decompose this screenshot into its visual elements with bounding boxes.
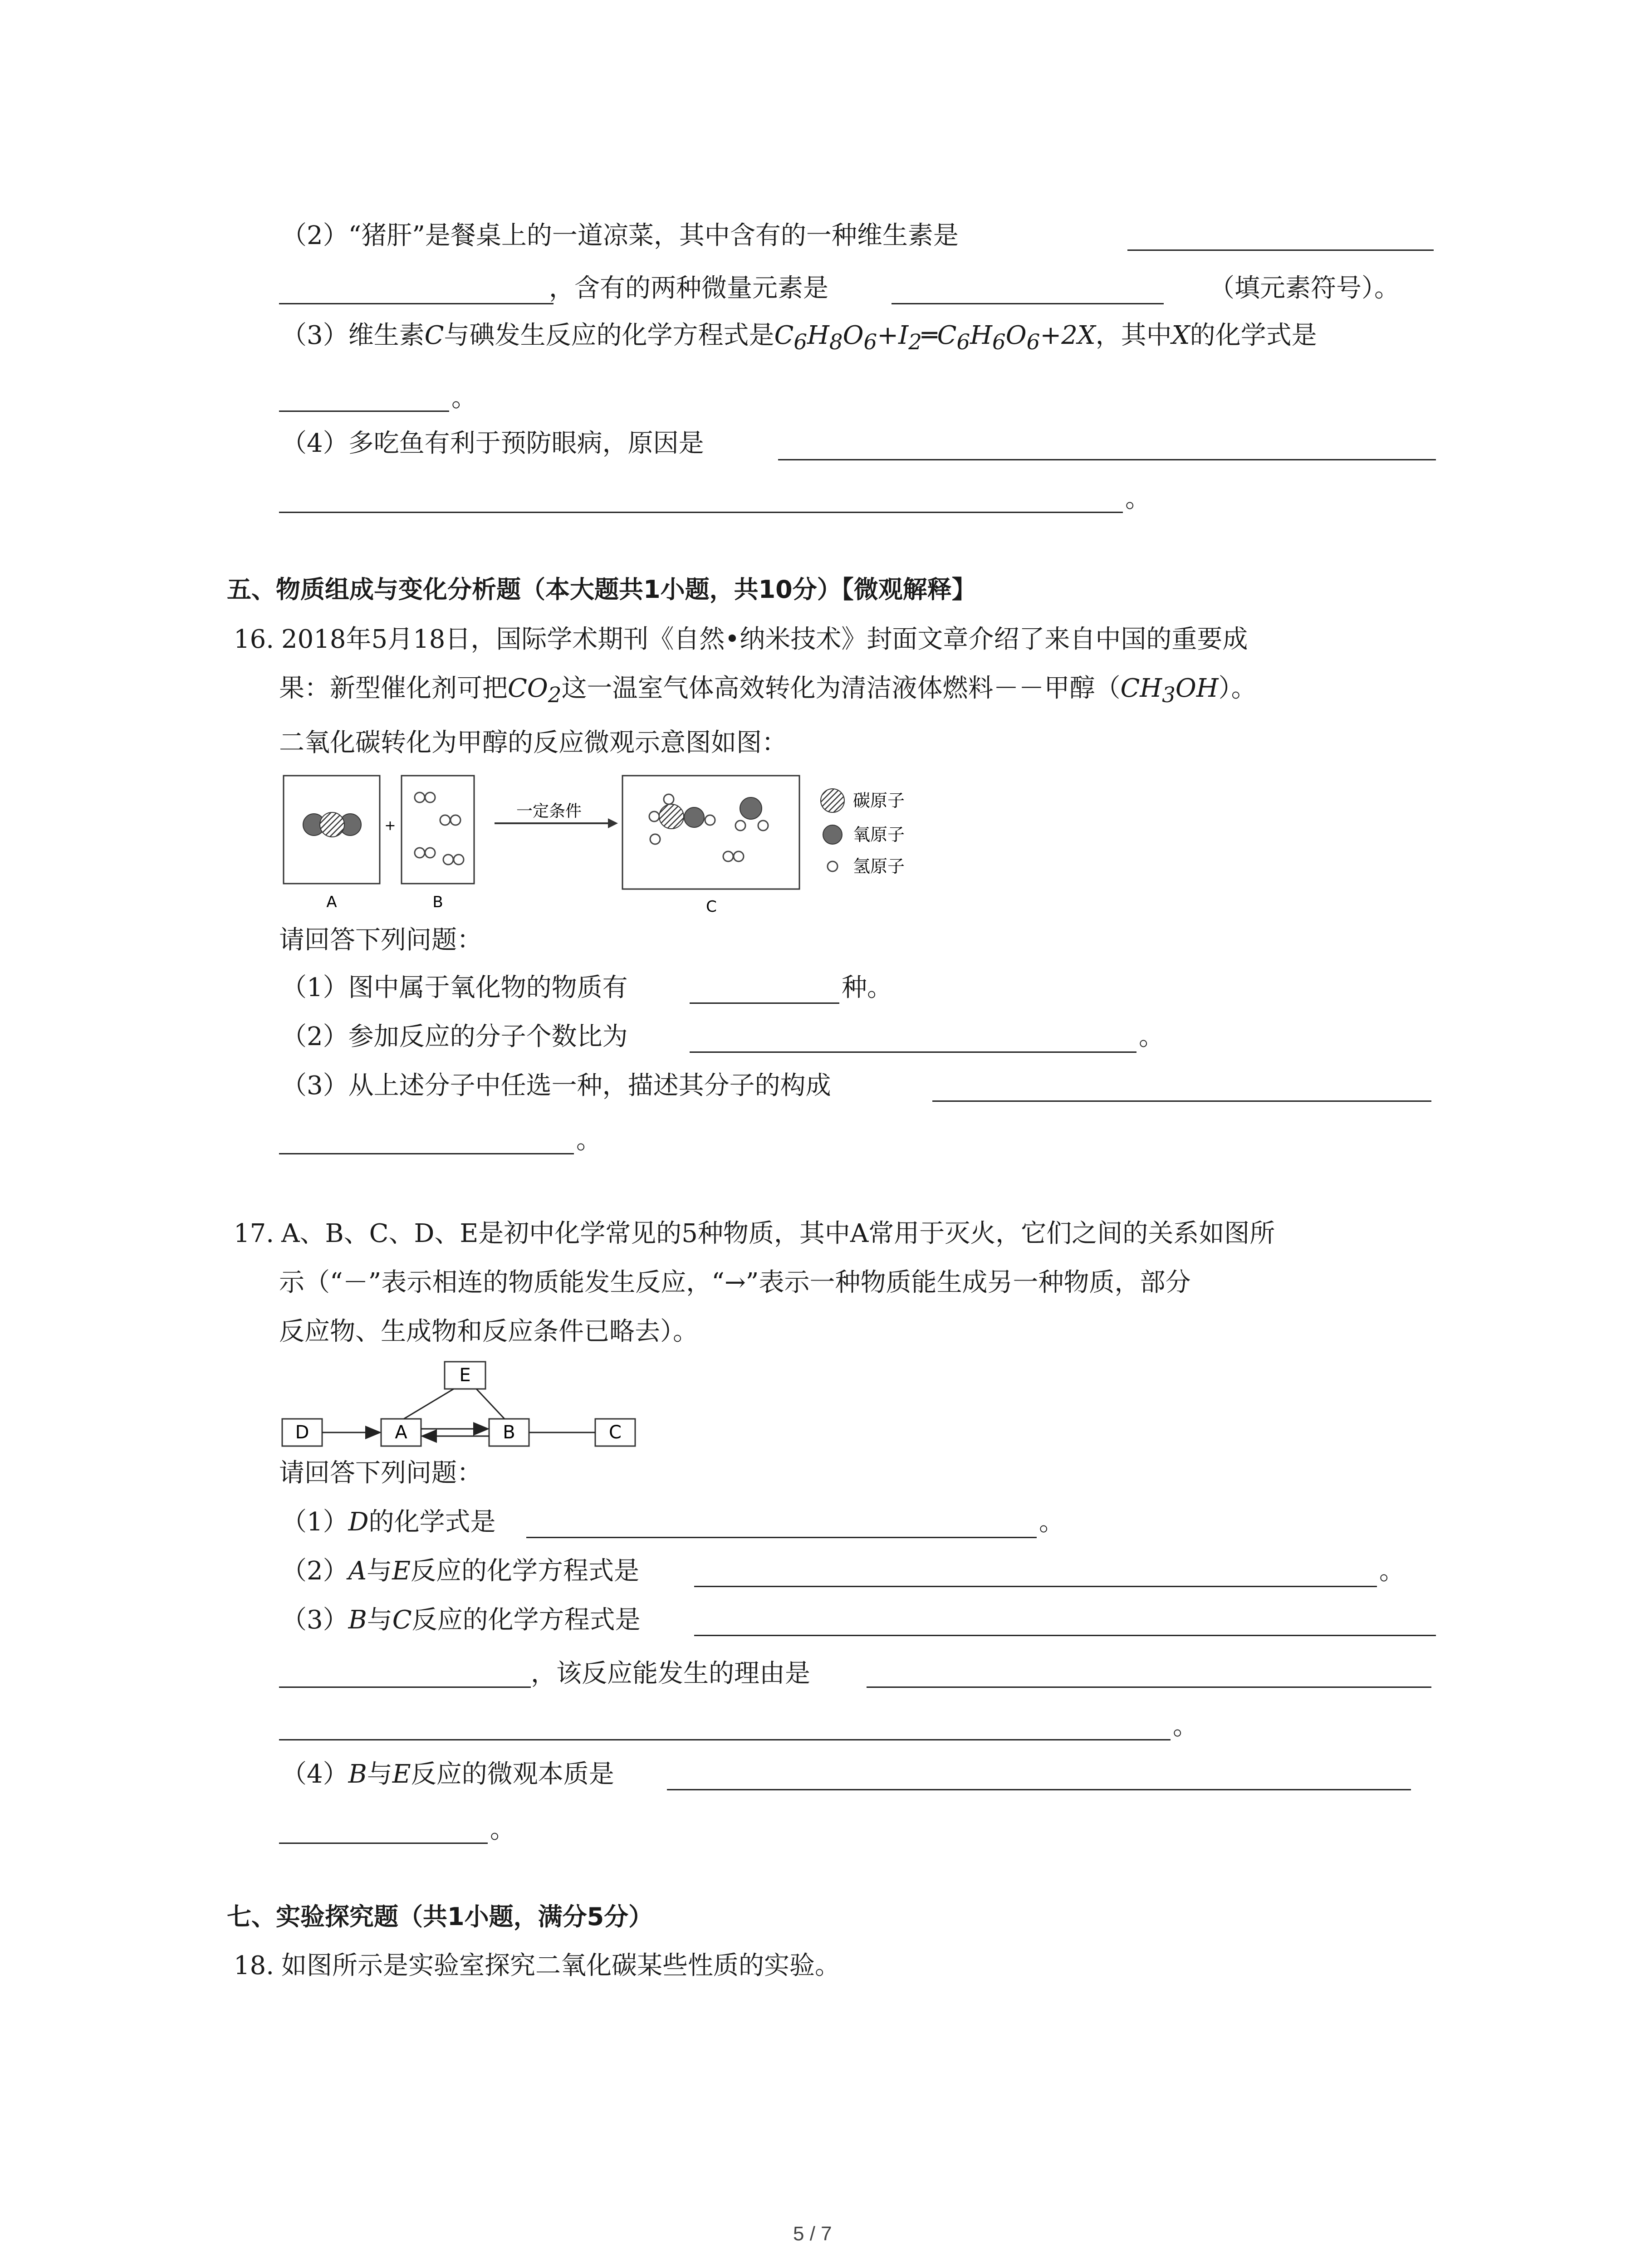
hydrogen-atom (649, 811, 659, 821)
q16-line2: 果：新型催化剂可把$CO_2$这一温室气体高效转化为清洁液体燃料－－甲醇$(CH_3OH)$。 (279, 674, 1257, 708)
q17-sub3: （3）B与C反应的化学方程式是 (281, 1605, 641, 1635)
answer-blank[interactable] (690, 1051, 1136, 1053)
answer-blank[interactable] (694, 1586, 1377, 1587)
hydrogen-atom (758, 821, 768, 831)
q15-part4-end: 。 (1125, 484, 1151, 513)
q17-line1: A、B、C、D、E是初中化学常见的5种物质，其中A常用于灭火，它们之间的关系如图所 (281, 1219, 1275, 1248)
hydrogen-atom (650, 834, 660, 844)
hydrogen-atom (415, 792, 425, 802)
q17-sub2: （2）A与E反应的化学方程式是 (281, 1556, 639, 1586)
answer-blank[interactable] (526, 1537, 1037, 1538)
edge-e-b (476, 1389, 505, 1419)
q16-sub2-end: 。 (1139, 1022, 1164, 1051)
hydrogen-atom (425, 792, 435, 802)
answer-blank[interactable] (279, 512, 1123, 513)
hydrogen-atom (451, 815, 460, 825)
answer-blank[interactable] (690, 1002, 839, 1004)
box-b (402, 776, 474, 884)
question-number: 16. (234, 625, 274, 654)
q16-line1: 2018年5月18日，国际学术期刊《自然•纳米技术》封面文章介绍了来自中国的重要成 (281, 625, 1248, 654)
hydrogen-atom (735, 821, 745, 831)
q17-line3: 反应物、生成物和反应条件已略去）。 (279, 1317, 698, 1346)
plus-sign: + (384, 818, 396, 834)
q17-sub3-line2: ，该反应能发生的理由是 (531, 1659, 810, 1688)
question-number: 18. (234, 1951, 274, 1980)
node-d-label: D (295, 1422, 309, 1443)
hydrogen-atom (454, 855, 464, 865)
node-e-label: E (459, 1365, 471, 1386)
answer-blank[interactable] (694, 1635, 1436, 1636)
answer-blank[interactable] (279, 1686, 531, 1688)
node-a-label: A (395, 1422, 407, 1443)
arrow-head (608, 818, 618, 828)
q16-sub3-end: 。 (576, 1125, 602, 1155)
box-c (622, 776, 799, 889)
answer-blank[interactable] (279, 303, 554, 304)
edge-e-a (404, 1389, 454, 1419)
q17-sub2-end: 。 (1379, 1556, 1405, 1586)
answer-blank[interactable] (932, 1100, 1431, 1102)
q17-sub1-end: 。 (1039, 1507, 1064, 1537)
legend-oxygen-label: 氧原子 (853, 825, 905, 845)
legend-hydrogen-label: 氢原子 (853, 856, 905, 876)
hydrogen-atom (664, 794, 674, 804)
carbon-atom (320, 812, 344, 837)
q15-part3-end: 。 (451, 383, 477, 413)
legend-carbon-label: 碳原子 (853, 791, 905, 811)
section-title: 七、实验探究题（共1小题，满分5分） (227, 1902, 653, 1931)
relationship-diagram (272, 1356, 644, 1456)
answer-blank[interactable] (279, 1843, 488, 1844)
hydrogen-atom (440, 815, 450, 825)
box-a-label: A (326, 893, 337, 911)
question-number: 17. (234, 1219, 274, 1248)
answer-blank[interactable] (892, 303, 1164, 304)
q16-sub2: （2）参加反应的分子个数比为 (281, 1022, 628, 1051)
q15-part2-hint: （填元素符号）。 (1209, 274, 1400, 303)
carbon-atom (659, 804, 684, 829)
legend-hydrogen-icon (828, 861, 838, 871)
hydrogen-atom (443, 855, 453, 865)
legend-oxygen-icon (823, 825, 842, 844)
box-b-label: B (432, 893, 443, 911)
q17-sub4: （4）B与E反应的微观本质是 (281, 1760, 614, 1789)
hydrogen-atom (415, 848, 425, 858)
legend-carbon-icon (821, 789, 844, 812)
q17-sub1: （1）D的化学式是 (281, 1507, 496, 1537)
arrow-condition: 一定条件 (516, 802, 582, 821)
answer-blank[interactable] (778, 459, 1436, 460)
q15-part3-line1: （3）维生素C与碘发生反应的化学方程式是$C_6H_8O_6+I_2═C_6H_6O_6+2X$，其中X的化学式是 (281, 321, 1317, 355)
answer-blank[interactable] (279, 1739, 1171, 1740)
hydrogen-atom (723, 851, 733, 861)
q16-sub1-end: 种。 (842, 973, 892, 1002)
answer-blank[interactable] (667, 1789, 1411, 1790)
answer-blank[interactable] (867, 1686, 1431, 1688)
q16-sub1: （1）图中属于氧化物的物质有 (281, 973, 628, 1002)
box-c-label: C (706, 898, 717, 916)
q16-prompt: 请回答下列问题： (279, 925, 482, 955)
q18-text: 如图所示是实验室探究二氧化碳某些性质的实验。 (281, 1951, 840, 1980)
oxygen-atom (684, 807, 704, 827)
answer-blank[interactable] (279, 1153, 574, 1154)
hydrogen-atom (425, 848, 435, 858)
q17-sub3-end: 。 (1173, 1711, 1198, 1741)
node-c-label: C (609, 1422, 622, 1443)
q16-sub3: （3）从上述分子中任选一种，描述其分子的构成 (281, 1071, 831, 1100)
q15-part4-line1: （4）多吃鱼有利于预防眼病，原因是 (281, 429, 704, 458)
q15-part2-line1: （2）“猪肝”是餐桌上的一道凉菜，其中含有的一种维生素是 (281, 221, 959, 250)
q17-sub4-end: 。 (490, 1815, 515, 1844)
q17-line2: 示（“－”表示相连的物质能发生反应，“→”表示一种物质能生成另一种物质，部分 (279, 1268, 1191, 1297)
hydrogen-atom (734, 851, 744, 861)
answer-blank[interactable] (279, 411, 449, 412)
q15-part2-line2: ，含有的两种微量元素是 (549, 274, 828, 303)
page-number: 5 / 7 (793, 2223, 832, 2245)
answer-blank[interactable] (1127, 249, 1434, 251)
reaction-micro-diagram (272, 767, 926, 921)
q17-prompt: 请回答下列问题： (279, 1458, 482, 1488)
section-title: 五、物质组成与变化分析题（本大题共1小题，共10分）【微观解释】 (227, 575, 976, 604)
node-b-label: B (503, 1422, 515, 1443)
oxygen-atom (740, 797, 762, 819)
q16-line3: 二氧化碳转化为甲醇的反应微观示意图如图： (279, 728, 787, 758)
hydrogen-atom (705, 815, 715, 825)
